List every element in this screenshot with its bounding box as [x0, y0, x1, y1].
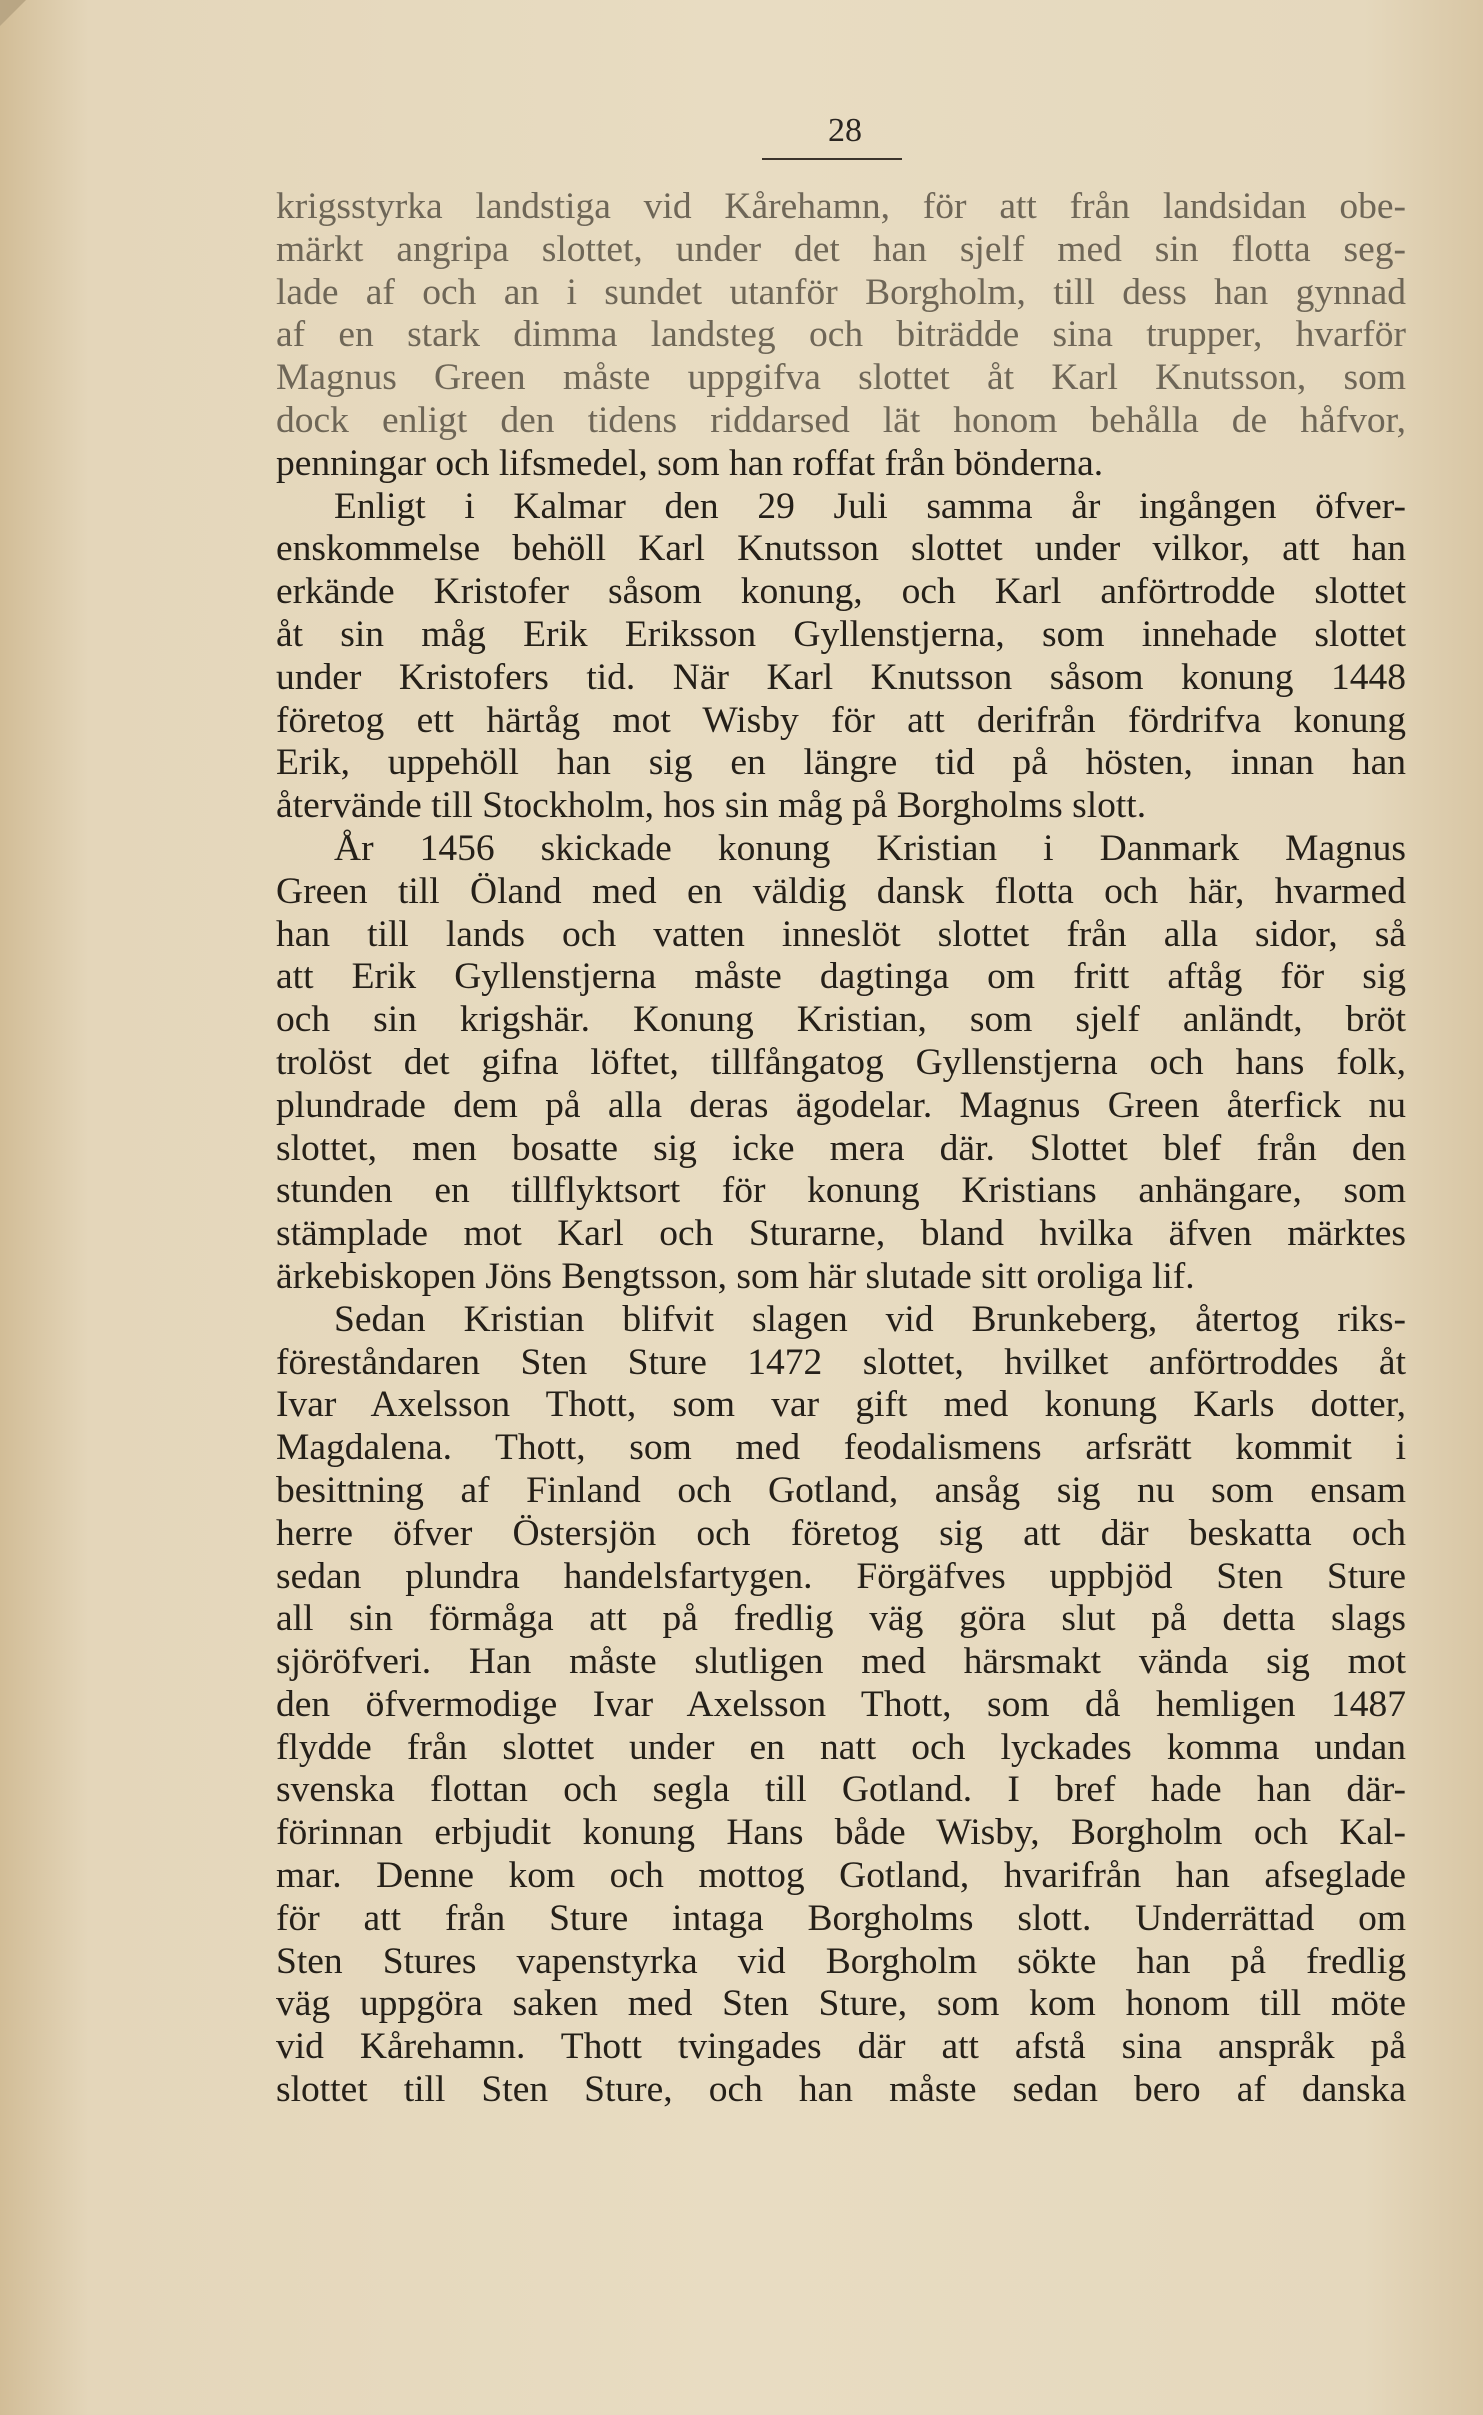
text-line: stunden en tillflyktsort för konung Kristians anhängare, som	[276, 1170, 1406, 1212]
text-line: penningar och lifsmedel, som han roffat från bönderna.	[276, 442, 1104, 484]
text-line: Erik, uppehöll han sig en längre tid på hösten, innan han	[276, 742, 1406, 784]
text-line: Sten Stures vapenstyrka vid Borgholm sökte han på fredlig	[276, 1940, 1406, 1982]
text-line: han till lands och vatten inneslöt slottet från alla sidor, så	[276, 913, 1406, 955]
text-line: stämplade mot Karl och Sturarne, bland hvilka äfven märktes	[276, 1213, 1406, 1255]
text-line: åt sin måg Erik Eriksson Gyllenstjerna, som innehade slottet	[276, 613, 1406, 655]
text-line: År 1456 skickade konung Kristian i Danmark Magnus	[334, 827, 1406, 869]
text-line: den öfvermodige Ivar Axelsson Thott, som då hemligen 1487	[276, 1683, 1406, 1725]
text-line: Magdalena. Thott, som med feodalismens arfsrätt kommit i	[276, 1427, 1406, 1469]
text-line: vid Kårehamn. Thott tvingades där att afstå sina anspråk på	[276, 2026, 1406, 2068]
text-line: Magnus Green måste uppgifva slottet åt Karl Knutsson, som	[276, 357, 1406, 399]
text-line: slottet till Sten Sture, och han måste sedan bero af danska	[276, 2069, 1406, 2111]
text-line: all sin förmåga att på fredlig väg göra slut på detta slags	[276, 1598, 1406, 1640]
text-line: slottet, men bosatte sig icke mera där. Slottet blef från den	[276, 1127, 1406, 1169]
text-line: svenska flottan och segla till Gotland. I bref hade han där-	[276, 1769, 1406, 1811]
folded-corner	[0, 0, 26, 26]
body-text	[276, 186, 1406, 2112]
text-line: Ivar Axelsson Thott, som var gift med konung Karls dotter,	[276, 1384, 1406, 1426]
page-number-rule	[762, 158, 902, 160]
text-line: Enligt i Kalmar den 29 Juli samma år ingången öfver-	[334, 485, 1406, 527]
text-line: enskommelse behöll Karl Knutsson slottet under vilkor, att han	[276, 528, 1406, 570]
text-line: mar. Denne kom och mottog Gotland, hvarifrån han afseglade	[276, 1855, 1406, 1897]
text-line: plundrade dem på alla deras ägodelar. Magnus Green återfick nu	[276, 1084, 1406, 1126]
text-line: flydde från slottet under en natt och lyckades komma undan	[276, 1726, 1406, 1768]
text-line: för att från Sture intaga Borgholms slott. Underrättad om	[276, 1897, 1406, 1939]
text-line: och sin krigshär. Konung Kristian, som sjelf anländt, bröt	[276, 999, 1406, 1041]
text-line: sedan plundra handelsfartygen. Förgäfves uppbjöd Sten Sture	[276, 1555, 1406, 1597]
text-line: förinnan erbjudit konung Hans både Wisby, Borgholm och Kal-	[276, 1812, 1406, 1854]
text-line: herre öfver Östersjön och företog sig att där beskatta och	[276, 1512, 1406, 1554]
page-number: 28	[828, 112, 862, 149]
text-line: föreståndaren Sten Sture 1472 slottet, hvilket anförtroddes åt	[276, 1341, 1406, 1383]
text-line: dock enligt den tidens riddarsed lät honom behålla de håfvor,	[276, 399, 1406, 441]
text-line: sjöröfveri. Han måste slutligen med härsmakt vända sig mot	[276, 1641, 1406, 1683]
text-line: återvände till Stockholm, hos sin måg på Borgholms slott.	[276, 785, 1147, 827]
text-line: besittning af Finland och Gotland, ansåg sig nu som ensam	[276, 1469, 1406, 1511]
text-line: lade af och an i sundet utanför Borgholm, till dess han gynnad	[276, 271, 1406, 313]
text-line: Sedan Kristian blifvit slagen vid Brunkeberg, återtog riks-	[334, 1298, 1406, 1340]
text-line: af en stark dimma landsteg och biträdde sina trupper, hvarför	[276, 314, 1406, 356]
text-line: trolöst det gifna löftet, tillfångatog Gyllenstjerna och hans folk,	[276, 1041, 1406, 1083]
text-line: företog ett härtåg mot Wisby för att derifrån fördrifva konung	[276, 699, 1406, 741]
text-line: att Erik Gyllenstjerna måste dagtinga om fritt aftåg för sig	[276, 956, 1406, 998]
text-line: krigsstyrka landstiga vid Kårehamn, för att från landsidan obe-	[276, 186, 1406, 227]
text-line: Green till Öland med en väldig dansk flotta och här, hvarmed	[276, 870, 1406, 912]
text-line: märkt angripa slottet, under det han sjelf med sin flotta seg-	[276, 228, 1406, 270]
text-line: erkände Kristofer såsom konung, och Karl anförtrodde slottet	[276, 571, 1406, 613]
text-line: ärkebiskopen Jöns Bengtsson, som här slutade sitt oroliga lif.	[276, 1255, 1195, 1297]
text-line: under Kristofers tid. När Karl Knutsson såsom konung 1448	[276, 656, 1406, 698]
text-line: väg uppgöra saken med Sten Sture, som kom honom till möte	[276, 1983, 1406, 2025]
